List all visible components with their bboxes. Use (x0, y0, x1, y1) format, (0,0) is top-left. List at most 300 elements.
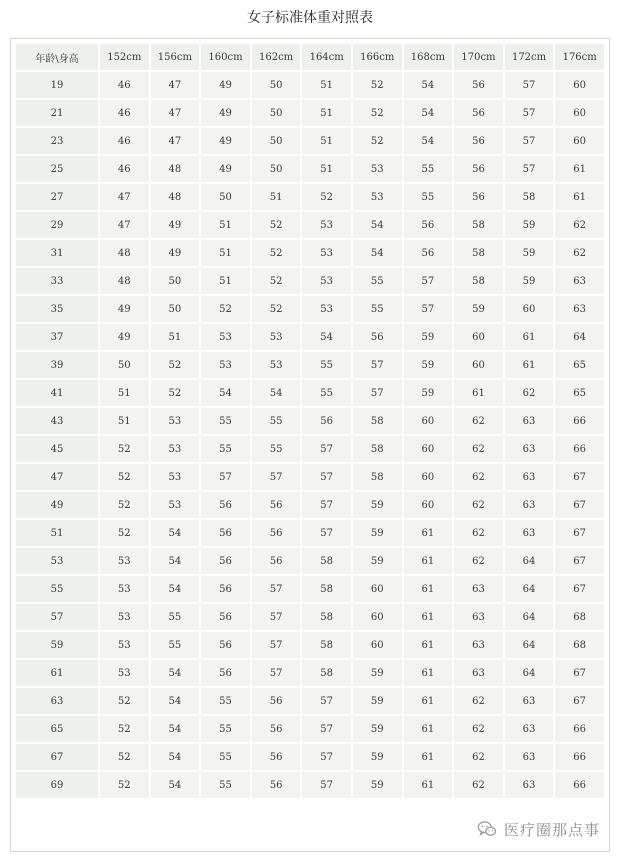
weight-cell: 60 (404, 408, 453, 434)
weight-cell: 53 (252, 324, 301, 350)
weight-cell: 54 (353, 212, 402, 238)
weight-cell: 53 (302, 268, 351, 294)
table-row (16, 464, 604, 490)
weight-cell: 53 (201, 352, 250, 378)
table-header-row (16, 44, 604, 70)
weight-cell: 53 (353, 156, 402, 182)
weight-cell: 59 (404, 324, 453, 350)
table-row (16, 492, 604, 518)
page-title: 女子标准体重对照表 (247, 10, 373, 26)
weight-cell: 60 (555, 128, 604, 154)
height-header: 152cm (100, 44, 149, 70)
weight-cell: 59 (353, 716, 402, 742)
table-row (16, 240, 604, 266)
weight-cell: 59 (505, 212, 554, 238)
weight-cell: 53 (151, 464, 200, 490)
weight-cell: 56 (454, 184, 503, 210)
weight-cell: 61 (404, 716, 453, 742)
weight-cell: 60 (353, 632, 402, 658)
weight-cell: 46 (100, 128, 149, 154)
weight-cell: 48 (151, 156, 200, 182)
weight-cell: 50 (252, 72, 301, 98)
weight-cell: 58 (302, 548, 351, 574)
weight-cell: 56 (201, 548, 250, 574)
weight-cell: 49 (151, 240, 200, 266)
weight-cell: 57 (302, 464, 351, 490)
age-cell: 59 (16, 632, 98, 658)
height-header: 172cm (505, 44, 554, 70)
weight-cell: 52 (151, 352, 200, 378)
weight-cell: 60 (454, 324, 503, 350)
weight-cell: 51 (302, 128, 351, 154)
weight-cell: 60 (404, 436, 453, 462)
age-cell: 43 (16, 408, 98, 434)
weight-cell: 57 (505, 128, 554, 154)
weight-cell: 51 (201, 240, 250, 266)
weight-cell: 54 (151, 716, 200, 742)
weight-cell: 57 (252, 660, 301, 686)
age-cell: 57 (16, 604, 98, 630)
watermark (472, 816, 604, 842)
weight-cell: 68 (555, 604, 604, 630)
weight-cell: 53 (100, 548, 149, 574)
age-cell: 49 (16, 492, 98, 518)
table-row (16, 184, 604, 210)
weight-cell: 54 (151, 576, 200, 602)
table-row (16, 212, 604, 238)
weight-cell: 54 (151, 744, 200, 770)
weight-cell: 57 (252, 464, 301, 490)
weight-cell: 57 (302, 492, 351, 518)
weight-cell: 51 (100, 408, 149, 434)
weight-cell: 51 (302, 156, 351, 182)
weight-cell: 54 (353, 240, 402, 266)
weight-cell: 55 (201, 688, 250, 714)
weight-cell: 57 (302, 744, 351, 770)
weight-cell: 47 (100, 184, 149, 210)
age-cell: 55 (16, 576, 98, 602)
weight-cell: 54 (151, 688, 200, 714)
age-cell: 23 (16, 128, 98, 154)
weight-cell: 54 (151, 548, 200, 574)
weight-cell: 57 (505, 100, 554, 126)
weight-cell: 63 (505, 436, 554, 462)
weight-cell: 52 (100, 688, 149, 714)
age-cell: 37 (16, 324, 98, 350)
weight-cell: 54 (404, 100, 453, 126)
weight-cell: 51 (151, 324, 200, 350)
weight-cell: 49 (201, 100, 250, 126)
weight-cell: 60 (454, 352, 503, 378)
table-row (16, 156, 604, 182)
weight-cell: 62 (555, 212, 604, 238)
age-cell: 65 (16, 716, 98, 742)
weight-cell: 52 (252, 296, 301, 322)
weight-cell: 47 (151, 100, 200, 126)
weight-cell: 66 (555, 772, 604, 798)
table-row (16, 520, 604, 546)
weight-cell: 52 (302, 184, 351, 210)
weight-cell: 64 (555, 324, 604, 350)
weight-cell: 52 (353, 72, 402, 98)
weight-cell: 65 (555, 380, 604, 406)
weight-cell: 48 (100, 240, 149, 266)
weight-cell: 50 (252, 156, 301, 182)
weight-cell: 61 (404, 772, 453, 798)
weight-cell: 62 (454, 744, 503, 770)
weight-cell: 57 (302, 772, 351, 798)
age-cell: 51 (16, 520, 98, 546)
weight-cell: 61 (505, 324, 554, 350)
weight-cell: 52 (353, 100, 402, 126)
weight-cell: 51 (100, 380, 149, 406)
weight-cell: 56 (252, 716, 301, 742)
weight-cell: 57 (302, 688, 351, 714)
weight-cell: 61 (404, 520, 453, 546)
weight-cell: 46 (100, 100, 149, 126)
weight-cell: 61 (454, 380, 503, 406)
weight-cell: 62 (454, 548, 503, 574)
weight-cell: 57 (252, 604, 301, 630)
weight-cell: 56 (201, 492, 250, 518)
weight-cell: 54 (201, 380, 250, 406)
weight-cell: 57 (252, 576, 301, 602)
table-row (16, 632, 604, 658)
weight-cell: 53 (252, 352, 301, 378)
weight-cell: 54 (302, 324, 351, 350)
weight-cell: 56 (252, 688, 301, 714)
weight-cell: 62 (505, 380, 554, 406)
table-row (16, 408, 604, 434)
table-row (16, 688, 604, 714)
weight-cell: 59 (353, 520, 402, 546)
weight-cell: 55 (353, 296, 402, 322)
weight-cell: 49 (100, 324, 149, 350)
weight-cell: 53 (100, 604, 149, 630)
corner-header: 年龄\身高 (16, 44, 98, 70)
weight-cell: 63 (505, 520, 554, 546)
weight-cell: 55 (302, 380, 351, 406)
weight-cell: 52 (151, 380, 200, 406)
weight-cell: 62 (454, 520, 503, 546)
weight-cell: 63 (454, 660, 503, 686)
weight-cell: 53 (151, 408, 200, 434)
age-cell: 63 (16, 688, 98, 714)
weight-cell: 63 (505, 464, 554, 490)
table-row (16, 772, 604, 798)
weight-cell: 57 (353, 380, 402, 406)
weight-cell: 61 (404, 688, 453, 714)
weight-cell: 57 (505, 72, 554, 98)
height-header: 162cm (252, 44, 301, 70)
weight-cell: 49 (201, 156, 250, 182)
table-row (16, 352, 604, 378)
weight-cell: 52 (201, 296, 250, 322)
weight-cell: 48 (100, 268, 149, 294)
weight-cell: 56 (353, 324, 402, 350)
weight-cell: 55 (404, 184, 453, 210)
weight-cell: 64 (505, 632, 554, 658)
weight-cell: 52 (100, 436, 149, 462)
age-cell: 61 (16, 660, 98, 686)
weight-cell: 63 (505, 492, 554, 518)
weight-cell: 56 (201, 604, 250, 630)
weight-cell: 54 (252, 380, 301, 406)
weight-cell: 58 (505, 184, 554, 210)
weight-cell: 50 (201, 184, 250, 210)
weight-cell: 63 (555, 268, 604, 294)
height-header: 166cm (353, 44, 402, 70)
weight-cell: 57 (505, 156, 554, 182)
table-row (16, 660, 604, 686)
weight-cell: 62 (454, 492, 503, 518)
weight-cell: 56 (201, 576, 250, 602)
table-row (16, 72, 604, 98)
weight-cell: 58 (302, 632, 351, 658)
weight-cell: 56 (302, 408, 351, 434)
weight-cell: 61 (404, 632, 453, 658)
weight-cell: 59 (353, 744, 402, 770)
weight-cell: 58 (454, 240, 503, 266)
weight-cell: 60 (555, 100, 604, 126)
weight-cell: 61 (505, 352, 554, 378)
weight-cell: 51 (201, 268, 250, 294)
weight-cell: 64 (505, 660, 554, 686)
weight-cell: 59 (353, 772, 402, 798)
weight-cell: 60 (555, 72, 604, 98)
height-header: 176cm (555, 44, 604, 70)
weight-cell: 59 (404, 352, 453, 378)
weight-cell: 66 (555, 408, 604, 434)
weight-cell: 67 (555, 464, 604, 490)
weight-cell: 55 (151, 632, 200, 658)
weight-cell: 51 (302, 100, 351, 126)
weight-cell: 59 (505, 240, 554, 266)
weight-cell: 53 (302, 240, 351, 266)
weight-cell: 60 (404, 492, 453, 518)
weight-cell: 55 (252, 408, 301, 434)
weight-cell: 52 (100, 520, 149, 546)
weight-cell: 62 (454, 688, 503, 714)
age-cell: 27 (16, 184, 98, 210)
weight-cell: 62 (555, 240, 604, 266)
age-cell: 47 (16, 464, 98, 490)
table-row (16, 296, 604, 322)
weight-cell: 61 (555, 184, 604, 210)
weight-cell: 60 (353, 576, 402, 602)
weight-cell: 47 (100, 212, 149, 238)
age-cell: 53 (16, 548, 98, 574)
weight-cell: 57 (404, 296, 453, 322)
weight-cell: 56 (252, 744, 301, 770)
weight-cell: 57 (201, 464, 250, 490)
weight-cell: 46 (100, 156, 149, 182)
weight-cell: 56 (454, 128, 503, 154)
weight-cell: 61 (404, 576, 453, 602)
weight-cell: 56 (201, 520, 250, 546)
weight-cell: 64 (505, 548, 554, 574)
weight-cell: 60 (404, 464, 453, 490)
weight-cell: 52 (252, 212, 301, 238)
weight-cell: 55 (201, 436, 250, 462)
weight-cell: 52 (100, 464, 149, 490)
weight-cell: 47 (151, 128, 200, 154)
weight-cell: 65 (555, 352, 604, 378)
weight-cell: 58 (302, 604, 351, 630)
weight-cell: 57 (404, 268, 453, 294)
weight-cell: 64 (505, 604, 554, 630)
weight-cell: 48 (151, 184, 200, 210)
age-cell: 39 (16, 352, 98, 378)
weight-cell: 61 (404, 604, 453, 630)
age-cell: 33 (16, 268, 98, 294)
weight-cell: 56 (404, 212, 453, 238)
weight-cell: 63 (505, 716, 554, 742)
weight-cell: 63 (555, 296, 604, 322)
weight-cell: 58 (353, 464, 402, 490)
weight-cell: 59 (353, 492, 402, 518)
weight-cell: 51 (201, 212, 250, 238)
weight-cell: 58 (353, 436, 402, 462)
weight-cell: 63 (505, 688, 554, 714)
table-row (16, 380, 604, 406)
weight-cell: 62 (454, 464, 503, 490)
table-row (16, 576, 604, 602)
weight-cell: 61 (404, 744, 453, 770)
weight-cell: 56 (201, 632, 250, 658)
weight-cell: 67 (555, 660, 604, 686)
weight-cell: 66 (555, 716, 604, 742)
table-row (16, 268, 604, 294)
weight-cell: 53 (100, 632, 149, 658)
table-row (16, 128, 604, 154)
weight-cell: 68 (555, 632, 604, 658)
weight-cell: 53 (151, 436, 200, 462)
table-row (16, 548, 604, 574)
weight-cell: 54 (404, 72, 453, 98)
weight-cell: 46 (100, 72, 149, 98)
weight-cell: 61 (404, 548, 453, 574)
weight-cell: 50 (151, 296, 200, 322)
weight-cell: 54 (151, 772, 200, 798)
weight-cell: 60 (505, 296, 554, 322)
weight-cell: 67 (555, 688, 604, 714)
weight-cell: 55 (302, 352, 351, 378)
weight-cell: 61 (404, 660, 453, 686)
weight-cell: 55 (151, 604, 200, 630)
weight-cell: 52 (100, 744, 149, 770)
weight-cell: 63 (505, 408, 554, 434)
weight-cell: 60 (353, 604, 402, 630)
weight-cell: 56 (252, 520, 301, 546)
weight-cell: 58 (302, 660, 351, 686)
weight-cell: 53 (100, 660, 149, 686)
weight-cell: 50 (252, 100, 301, 126)
height-header: 156cm (151, 44, 200, 70)
weight-cell: 52 (100, 492, 149, 518)
age-cell: 45 (16, 436, 98, 462)
weight-cell: 59 (454, 296, 503, 322)
weight-cell: 66 (555, 744, 604, 770)
weight-cell: 54 (151, 660, 200, 686)
weight-cell: 52 (100, 716, 149, 742)
weight-cell: 49 (201, 128, 250, 154)
age-cell: 19 (16, 72, 98, 98)
weight-cell: 59 (353, 660, 402, 686)
weight-cell: 56 (201, 660, 250, 686)
weight-table-frame (10, 38, 610, 852)
weight-cell: 67 (555, 520, 604, 546)
watermark-text: 医疗圈那点事 (503, 820, 600, 839)
table-row (16, 100, 604, 126)
table-row (16, 744, 604, 770)
weight-cell: 56 (252, 548, 301, 574)
weight-cell: 58 (454, 268, 503, 294)
weight-cell: 49 (201, 72, 250, 98)
weight-cell: 59 (353, 688, 402, 714)
table-row (16, 716, 604, 742)
height-header: 160cm (201, 44, 250, 70)
weight-cell: 62 (454, 716, 503, 742)
weight-cell: 56 (454, 156, 503, 182)
weight-cell: 53 (201, 324, 250, 350)
table-row (16, 324, 604, 350)
weight-cell: 57 (302, 520, 351, 546)
weight-cell: 47 (151, 72, 200, 98)
weight-cell: 55 (353, 268, 402, 294)
age-cell: 29 (16, 212, 98, 238)
weight-cell: 50 (151, 268, 200, 294)
weight-cell: 50 (252, 128, 301, 154)
weight-table (14, 42, 606, 800)
weight-cell: 63 (505, 744, 554, 770)
weight-cell: 53 (100, 576, 149, 602)
weight-cell: 62 (454, 436, 503, 462)
age-cell: 69 (16, 772, 98, 798)
weight-cell: 56 (454, 100, 503, 126)
weight-cell: 63 (454, 576, 503, 602)
weight-cell: 67 (555, 576, 604, 602)
weight-cell: 52 (252, 268, 301, 294)
age-cell: 67 (16, 744, 98, 770)
height-header: 170cm (454, 44, 503, 70)
weight-cell: 54 (151, 520, 200, 546)
weight-cell: 56 (404, 240, 453, 266)
weight-cell: 54 (404, 128, 453, 154)
weight-cell: 55 (201, 408, 250, 434)
weight-cell: 59 (505, 268, 554, 294)
weight-cell: 55 (201, 744, 250, 770)
age-cell: 21 (16, 100, 98, 126)
weight-cell: 67 (555, 548, 604, 574)
age-cell: 41 (16, 380, 98, 406)
weight-cell: 66 (555, 436, 604, 462)
weight-cell: 52 (353, 128, 402, 154)
weight-cell: 50 (100, 352, 149, 378)
weight-cell: 53 (302, 212, 351, 238)
weight-cell: 63 (454, 604, 503, 630)
weight-cell: 52 (252, 240, 301, 266)
weight-cell: 55 (201, 716, 250, 742)
weight-cell: 55 (252, 436, 301, 462)
weight-cell: 53 (151, 492, 200, 518)
age-cell: 31 (16, 240, 98, 266)
weight-cell: 58 (454, 212, 503, 238)
weight-cell: 63 (505, 772, 554, 798)
weight-cell: 59 (353, 548, 402, 574)
weight-cell: 62 (454, 772, 503, 798)
weight-cell: 53 (353, 184, 402, 210)
